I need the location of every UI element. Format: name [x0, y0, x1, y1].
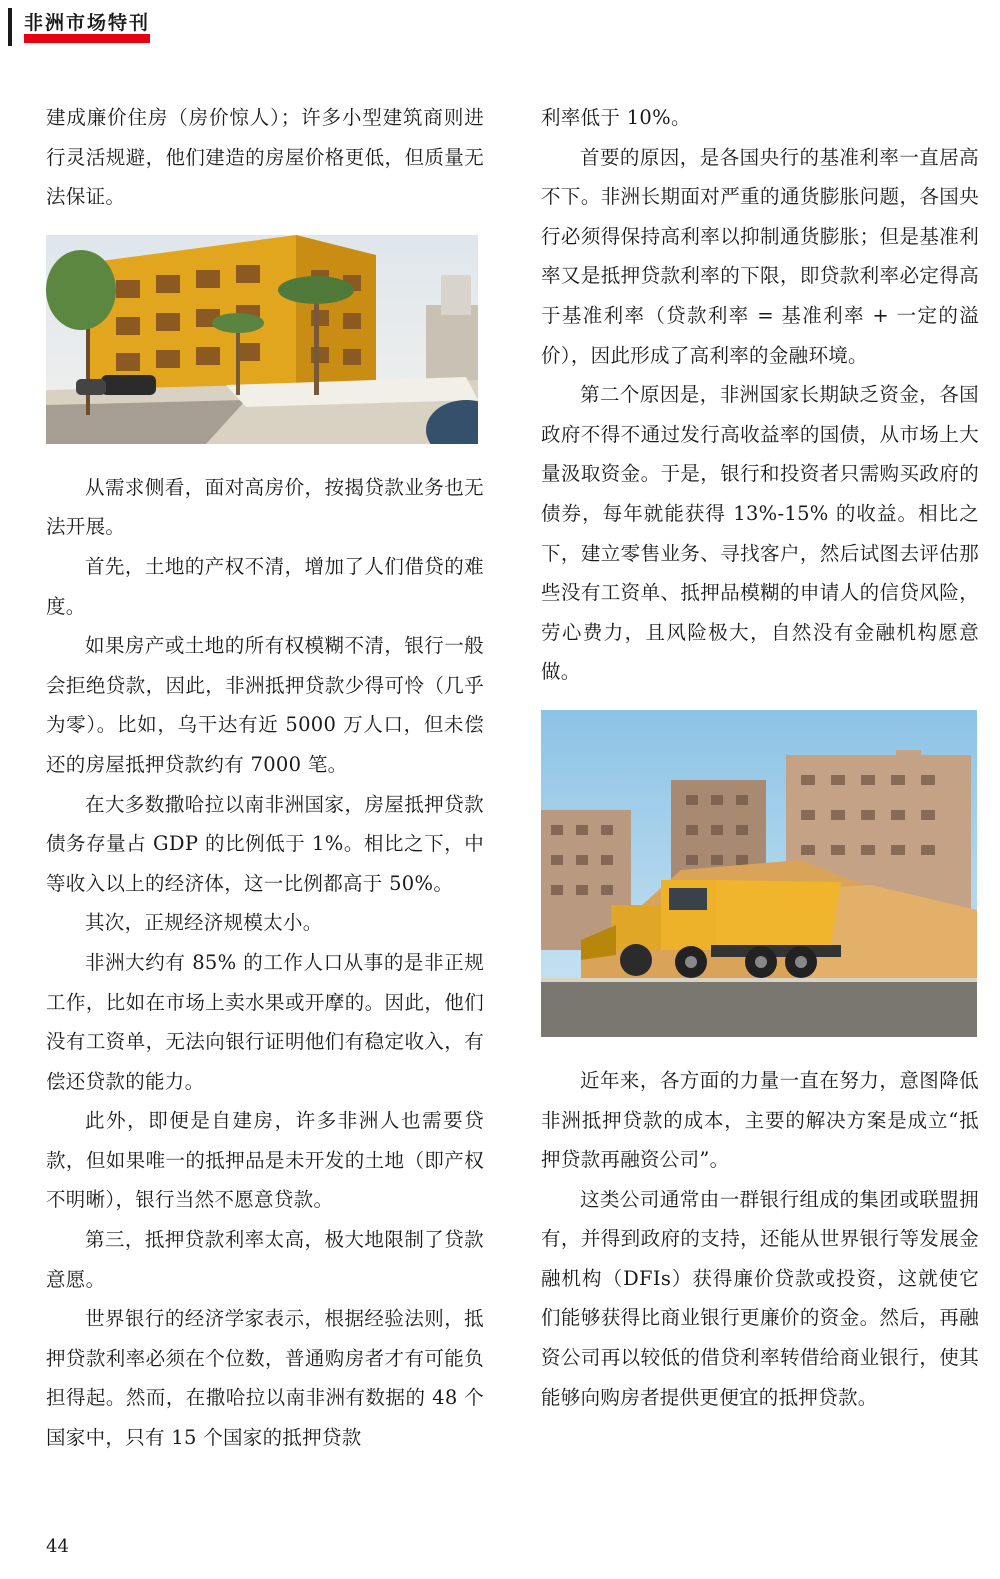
paragraph: 这类公司通常由一群银行组成的集团或联盟拥有，并得到政府的支持，还能从世界银行等发展金融机构（DFIs）获得廉价贷款或投资，这就使它们能够获得比商业银行更廉价的资金。然后，再融资公司再以较低的借贷利率转借给商业银行，使其能够向购房者提供更便宜的抵押贷款。 [541, 1187, 979, 1409]
header-red-bar [24, 34, 150, 43]
paragraph: 首要的原因，是各国央行的基准利率一直居高不下。非洲长期面对严重的通货膨胀问题，各国央行必须得保持高利率以抑制通货膨胀；但是基准利率又是抵押贷款利率的下限，即贷款利率必定得高于基准利率（贷款利率 = 基准利率 + 一定的溢价），因此形成了高利率的金融环境。 [541, 145, 979, 367]
paragraph: 近年来，各方面的力量一直在努力，意图降低非洲抵押贷款的成本，主要的解决方案是成立“抵押贷款再融资公司”。 [541, 1068, 979, 1172]
right-column [541, 98, 979, 1417]
header-vertical-rule [8, 8, 12, 46]
paragraph: 第二个原因是，非洲国家长期缺乏资金，各国政府不得不通过发行高收益率的国债，从市场上大量汲取资金。于是，银行和投资者只需购买政府的债券，每年就能获得 13%-15% 的收益。相比之下，建立零售业务、寻找客户，然后试图去评估那些没有工资单、抵押品模糊的申请人的信贷风险，劳心费力，且风险极大，自然没有金融机构愿意做。 [541, 383, 979, 684]
paragraph: 从需求侧看，面对高房价，按揭贷款业务也无法开展。 [46, 475, 484, 539]
paragraph: 第三，抵押贷款利率太高，极大地限制了贷款意愿。 [46, 1228, 484, 1291]
paragraph: 其次，正规经济规模太小。 [85, 911, 323, 935]
paragraph: 非洲大约有 85% 的工作人口从事的是非正规工作，比如在市场上卖水果或开摩的。因此，他们没有工资单，无法向银行证明他们有稳定收入，有偿还贷款的能力。 [46, 950, 484, 1093]
left-column [46, 98, 484, 1458]
magazine-header [0, 0, 1000, 56]
paragraph: 如果房产或土地的所有权模糊不清，银行一般会拒绝贷款，因此，非洲抵押贷款少得可怜（几乎为零）。比如，乌干达有近 5000 万人口，但未偿还的房屋抵押贷款约有 7000 笔。 [46, 634, 484, 776]
page-number: 44 [46, 1536, 69, 1557]
construction-truck-photo [541, 710, 977, 1037]
paragraph: 此外，即便是自建房，许多非洲人也需要贷款，但如果唯一的抵押品是未开发的土地（即产权不明晰），银行当然不愿意贷款。 [46, 1109, 484, 1212]
section-title: 非洲市场特刊 [24, 12, 151, 34]
paragraph: 建成廉价住房（房价惊人）；许多小型建筑商则进行灵活规避，他们建造的房屋价格更低，但质量无法保证。 [46, 106, 484, 209]
paragraph: 首先，土地的产权不清，增加了人们借贷的难度。 [46, 554, 484, 618]
paragraph: 在大多数撒哈拉以南非洲国家，房屋抵押贷款债务存量占 GDP 的比例低于 1%。相比之下，中等收入以上的经济体，这一比例都高于 50%。 [46, 792, 484, 895]
paragraph: 利率低于 10%。 [541, 106, 691, 129]
apartment-building-photo [46, 235, 478, 444]
paragraph: 世界银行的经济学家表示，根据经验法则，抵押贷款利率必须在个位数，普通购房者才有可能负担得起。然而，在撒哈拉以南非洲有数据的 48 个国家中，只有 15 个国家的抵押贷款 [46, 1307, 484, 1450]
